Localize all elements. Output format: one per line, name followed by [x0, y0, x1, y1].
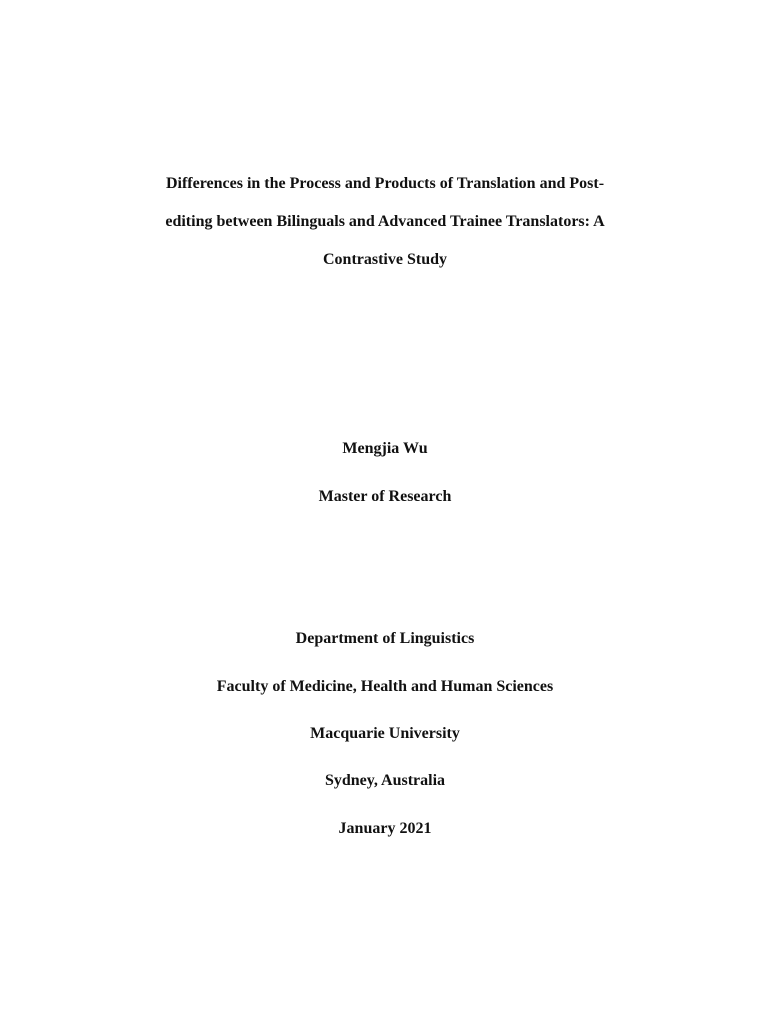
location: Sydney, Australia	[324, 772, 446, 789]
author-name: Mengjia Wu	[342, 440, 428, 457]
thesis-title-line-1: Differences in the Process and Products of Translation and Post-	[165, 175, 605, 192]
university: Macquarie University	[310, 725, 460, 742]
degree-name: Master of Research	[318, 488, 452, 505]
faculty: Faculty of Medicine, Health and Human Sciences	[216, 678, 554, 695]
submission-date: January 2021	[338, 820, 432, 837]
department: Department of Linguistics	[295, 630, 475, 647]
thesis-title-line-3: Contrastive Study	[322, 251, 447, 268]
thesis-title-line-2: editing between Bilinguals and Advanced Trainee Translators: A	[165, 213, 605, 230]
